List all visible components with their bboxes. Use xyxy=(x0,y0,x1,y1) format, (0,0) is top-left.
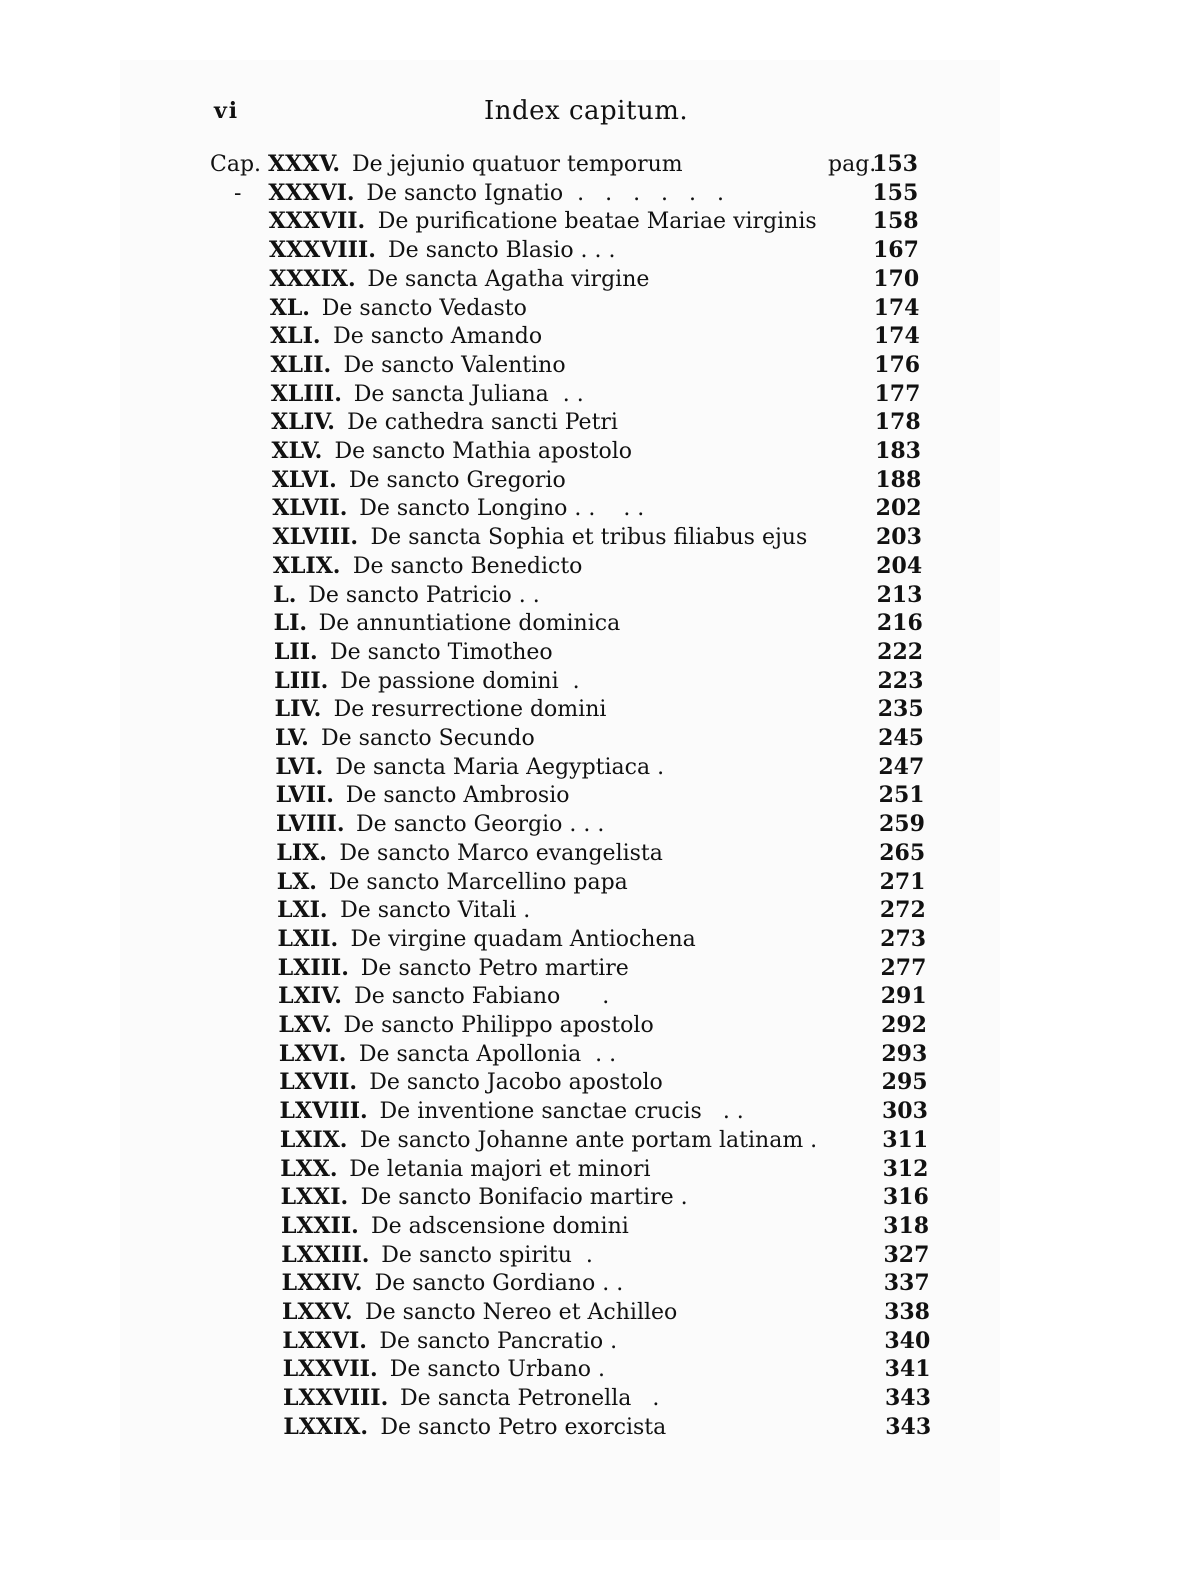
chapter-number: LXXVIII. xyxy=(283,1385,389,1412)
toc-entry xyxy=(0,380,1191,409)
chapter-title: De sancto Marco evangelista xyxy=(339,840,663,866)
toc-entry xyxy=(0,1183,1191,1212)
page-ref: 293 xyxy=(881,1040,928,1067)
page-ref: 259 xyxy=(878,811,925,838)
chapter-number: L. xyxy=(273,581,297,608)
page-ref: 158 xyxy=(872,208,919,235)
page-ref: 216 xyxy=(876,610,923,637)
chapter-title: De sancto Johanne ante portam latinam . xyxy=(359,1127,818,1153)
chapter-number: LXXII. xyxy=(280,1212,359,1239)
page-ref: 272 xyxy=(879,897,926,924)
chapter-title: De sancto Patricio . . xyxy=(308,582,540,608)
chapter-title: De inventione sanctae crucis . . xyxy=(379,1099,744,1125)
page-ref: 343 xyxy=(885,1413,932,1440)
chapter-number: LXVIII. xyxy=(279,1098,368,1125)
toc-entry xyxy=(0,523,1191,552)
page-ref: 167 xyxy=(872,237,919,264)
chapter-number: LXV. xyxy=(278,1012,332,1038)
toc-entry xyxy=(0,294,1191,323)
chapter-title: De sancto Urbano . xyxy=(389,1357,605,1383)
page-ref: 341 xyxy=(884,1356,931,1383)
page-ref: 170 xyxy=(873,265,920,292)
page-label: pag. xyxy=(828,152,877,177)
chapter-number: XLI. xyxy=(270,323,321,350)
running-head: Index capitum. xyxy=(484,96,689,126)
chapter-title: De sancta Maria Aegyptiaca . xyxy=(335,754,665,780)
page-ref: 343 xyxy=(884,1385,931,1412)
toc-entry xyxy=(0,638,1191,667)
page-ref: 183 xyxy=(875,438,921,464)
chapter-number: XLIII. xyxy=(270,380,342,407)
chapter-number: LII. xyxy=(273,638,318,665)
chapter-number: XXXV. xyxy=(268,151,341,177)
chapter-title: De sancto Timotheo xyxy=(329,639,553,665)
toc-entry xyxy=(0,581,1191,610)
toc-entry xyxy=(0,437,1191,466)
page-ref: 177 xyxy=(874,380,921,407)
chapter-number: LXIV. xyxy=(278,983,342,1010)
toc-entry xyxy=(0,1298,1191,1327)
toc-entry xyxy=(0,466,1191,495)
chapter-number: LXIII. xyxy=(277,954,349,981)
toc-entry xyxy=(0,695,1191,724)
chapter-number: LXX. xyxy=(280,1155,338,1182)
chapter-title: De sancto Nereo et Achilleo xyxy=(365,1300,678,1325)
chapter-number: XLVI. xyxy=(271,466,337,493)
page-ref: 245 xyxy=(878,725,924,751)
chapter-number: LXXI. xyxy=(280,1184,349,1211)
page-ref: 338 xyxy=(884,1299,930,1325)
chapter-number: XLVIII. xyxy=(272,524,359,551)
chapter-number: XLIV. xyxy=(271,409,335,436)
chapter-number: LXXVI. xyxy=(282,1327,367,1354)
toc-entry xyxy=(0,1241,1191,1270)
chapter-title: De virgine quadam Antiochena xyxy=(350,926,696,952)
page-ref: 188 xyxy=(875,466,922,493)
toc-entry xyxy=(0,1011,1191,1040)
chapter-title: De cathedra sancti Petri xyxy=(347,410,618,436)
chapter-number: LXXIII. xyxy=(281,1241,370,1268)
toc-entry xyxy=(0,1126,1191,1155)
page-ref: 213 xyxy=(876,581,923,608)
chapter-number: LIII. xyxy=(274,667,329,694)
page-ref: 176 xyxy=(874,351,921,378)
chapter-title: De sancto Gregorio xyxy=(348,467,566,493)
chapter-number: LVIII. xyxy=(276,811,345,838)
toc-entry xyxy=(0,408,1191,437)
chapter-prefix: Cap. xyxy=(210,152,262,177)
chapter-title: De sancto Fabiano . xyxy=(354,984,610,1010)
toc-entry xyxy=(0,925,1191,954)
chapter-title: De sancto Vedasto xyxy=(321,295,527,321)
page-ref: 273 xyxy=(880,925,927,952)
page-ref: 174 xyxy=(873,323,920,350)
chapter-number: XLII. xyxy=(270,351,332,378)
chapter-number: XLV. xyxy=(271,438,323,464)
chapter-number: LXVII. xyxy=(279,1069,358,1096)
page-ref: 247 xyxy=(878,753,925,780)
toc-entry xyxy=(0,1327,1191,1356)
toc-entry xyxy=(0,1212,1191,1241)
toc-entry xyxy=(0,954,1191,983)
chapter-title: De sancto Blasio . . . xyxy=(388,238,616,264)
chapter-title: De sancto Marcellino papa xyxy=(328,869,628,895)
chapter-number: LXII. xyxy=(277,925,339,952)
page-ref: 153 xyxy=(872,151,918,177)
page-ref: 174 xyxy=(873,294,920,321)
toc-entry xyxy=(0,322,1191,351)
chapter-number: XXXIX. xyxy=(269,265,356,292)
page-ref: 155 xyxy=(872,179,919,206)
chapter-title: De sancta Agatha virgine xyxy=(367,266,650,292)
page-ref: 235 xyxy=(877,696,924,723)
chapter-number: LXXIV. xyxy=(281,1270,363,1297)
toc-entry xyxy=(0,1068,1191,1097)
chapter-number: LIV. xyxy=(274,696,322,723)
chapter-number: XL. xyxy=(269,294,310,321)
chapter-number: LIX. xyxy=(276,839,327,866)
chapter-number: LXXIX. xyxy=(283,1413,369,1440)
chapter-title: De sancta Juliana . . xyxy=(353,381,584,407)
chapter-title: De sancto Valentino xyxy=(343,352,566,378)
toc-entry xyxy=(0,753,1191,782)
toc-entry xyxy=(0,896,1191,925)
toc-entry xyxy=(0,552,1191,581)
chapter-title: De sancto Secundo xyxy=(321,726,535,751)
chapter-number: XLIX. xyxy=(272,552,341,579)
toc-entry xyxy=(0,781,1191,810)
page-ref: 291 xyxy=(880,983,927,1010)
chapter-number: LX. xyxy=(276,868,317,895)
chapter-title: De sancta Apollonia . . xyxy=(358,1041,617,1067)
toc-entry xyxy=(0,1155,1191,1184)
page-ref: 202 xyxy=(875,495,922,522)
chapter-number: LV. xyxy=(275,725,309,751)
chapter-number: LVII. xyxy=(275,782,334,809)
page-ref: 277 xyxy=(880,954,927,981)
chapter-title: De sancto Philippo apostolo xyxy=(343,1013,654,1038)
toc-entry xyxy=(0,667,1191,696)
toc-entry xyxy=(0,868,1191,897)
chapter-number: LXVI. xyxy=(278,1040,347,1067)
toc-entry xyxy=(0,1384,1191,1413)
chapter-title: De sancto Ignatio . . . . . . xyxy=(366,180,724,206)
chapter-title: De sancto Petro martire xyxy=(360,955,629,981)
page-ref: 303 xyxy=(881,1098,928,1125)
page-ref: 340 xyxy=(884,1327,931,1354)
toc-entry xyxy=(0,236,1191,265)
toc-entry xyxy=(0,609,1191,638)
toc-entry xyxy=(0,1413,1191,1442)
page-ref: 271 xyxy=(879,868,926,895)
page-ref: 337 xyxy=(883,1270,930,1297)
chapter-number: XXXVI. xyxy=(268,179,355,206)
page-ref: 203 xyxy=(875,524,922,551)
toc-entry xyxy=(0,494,1191,523)
page-ref: 251 xyxy=(878,782,925,809)
chapter-title: De sancta Petronella . xyxy=(400,1386,660,1412)
chapter-number: LVI. xyxy=(275,753,324,780)
chapter-title: De sancta Sophia et tribus filiabus ejus xyxy=(370,525,808,551)
toc-entry xyxy=(0,150,1191,179)
page-ref: 316 xyxy=(882,1184,929,1211)
chapter-title: De sancto Jacobo apostolo xyxy=(369,1070,663,1096)
chapter-title: De jejunio quatuor temporum xyxy=(352,152,683,177)
toc-entry xyxy=(0,351,1191,380)
page-ref: 223 xyxy=(877,667,924,694)
toc-entry xyxy=(0,1355,1191,1384)
toc-entry xyxy=(0,982,1191,1011)
page-ref: 222 xyxy=(877,638,924,665)
chapter-title: De sancto Pancratio . xyxy=(379,1328,618,1354)
chapter-title: De sancto Petro exorcista xyxy=(380,1414,667,1440)
chapter-title: De sancto Vitali . xyxy=(340,898,531,924)
page-ref: 327 xyxy=(883,1241,930,1268)
page-ref: 178 xyxy=(874,409,921,436)
chapter-number: LXI. xyxy=(277,897,328,924)
page-ref: 292 xyxy=(881,1012,927,1038)
page-ref: 311 xyxy=(882,1126,929,1153)
toc-entry xyxy=(0,1269,1191,1298)
chapter-number: XXXVIII. xyxy=(269,237,376,264)
chapter-number: LI. xyxy=(273,610,308,637)
page-ref: 312 xyxy=(882,1155,929,1182)
chapter-prefix: - xyxy=(234,180,242,206)
chapter-title: De sancto Longino . . . . xyxy=(359,496,645,522)
chapter-title: De sancto Benedicto xyxy=(352,553,583,579)
chapter-title: De sancto Ambrosio xyxy=(345,783,570,809)
toc-entry xyxy=(0,839,1191,868)
chapter-title: De purificatione beatae Mariae virginis xyxy=(377,209,817,235)
chapter-title: De letania majori et minori xyxy=(349,1156,651,1182)
chapter-title: De sancto spiritu . xyxy=(381,1242,593,1268)
toc-entry xyxy=(0,265,1191,294)
toc-entry xyxy=(0,1040,1191,1069)
chapter-title: De resurrectione domini xyxy=(333,697,607,723)
page-ref: 318 xyxy=(883,1212,930,1239)
toc-entry xyxy=(0,179,1191,208)
chapter-number: LXIX. xyxy=(279,1126,348,1153)
page-number: vi xyxy=(214,98,240,124)
chapter-title: De sancto Bonifacio martire . xyxy=(360,1185,688,1211)
chapter-title: De annuntiatione dominica xyxy=(318,611,621,637)
chapter-title: De sancto Amando xyxy=(333,324,543,350)
page-ref: 295 xyxy=(881,1069,928,1096)
toc-entry xyxy=(0,1097,1191,1126)
chapter-number: LXXV. xyxy=(282,1299,353,1325)
toc-entry xyxy=(0,810,1191,839)
page-ref: 265 xyxy=(879,839,926,866)
chapter-title: De passione domini . xyxy=(340,668,580,694)
page-ref: 204 xyxy=(876,552,923,579)
toc-entry xyxy=(0,207,1191,236)
chapter-number: XXXVII. xyxy=(268,208,366,235)
chapter-number: XLVII. xyxy=(272,495,348,522)
chapter-title: De adscensione domini xyxy=(370,1213,629,1239)
chapter-title: De sancto Mathia apostolo xyxy=(334,439,633,464)
chapter-title: De sancto Gordiano . . xyxy=(374,1271,624,1297)
toc-entry xyxy=(0,724,1191,753)
chapter-number: LXXVII. xyxy=(282,1356,378,1383)
chapter-title: De sancto Georgio . . . xyxy=(356,812,605,838)
